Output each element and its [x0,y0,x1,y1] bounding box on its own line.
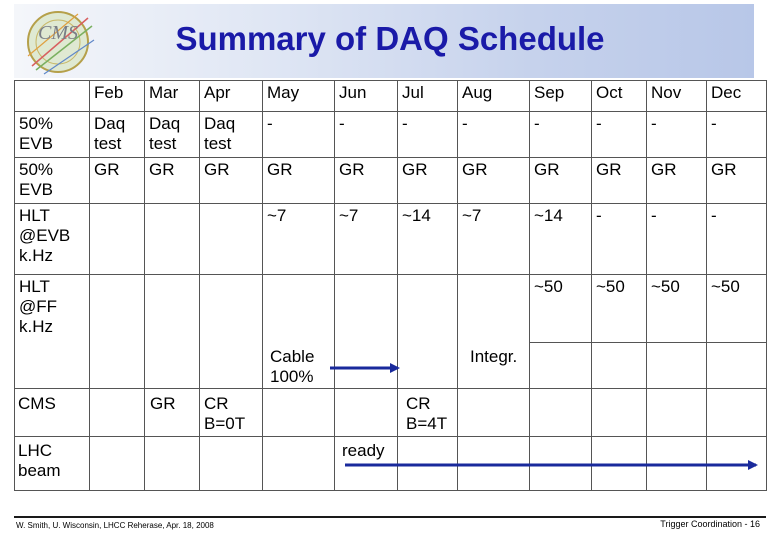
table-cell: Daq test [200,112,263,158]
month-header: Feb [90,81,145,112]
cms-gr-label: GR [150,394,176,413]
month-header: Apr [200,81,263,112]
page-title: Summary of DAQ Schedule [175,20,605,57]
table-cell: GR [90,158,145,204]
month-header: May [263,81,335,112]
table-cell: ~7 [458,204,530,275]
table-cell: - [458,112,530,158]
row-label: 50% EVB [15,112,90,158]
table-cell: ~7 [263,204,335,275]
table-cell: - [592,112,647,158]
svg-text:CMS: CMS [38,22,78,44]
row-label: HLT @FF k.Hz [15,275,90,343]
table-cell: GR [530,158,592,204]
table-cell: - [647,112,707,158]
footer-author: W. Smith, U. Wisconsin, LHCC Reherase, Apr. 18, 2008 [16,521,214,530]
month-header: Oct [592,81,647,112]
table-cell: GR [145,158,200,204]
table-cell: - [263,112,335,158]
table-cell: ~50 [530,275,592,343]
table-cell: - [707,204,767,275]
footer-page: Trigger Coordination - 16 [660,519,760,529]
cms-row-label: CMS [18,394,56,413]
month-header: Nov [647,81,707,112]
month-header: Sep [530,81,592,112]
table-cell: GR [458,158,530,204]
month-header: Dec [707,81,767,112]
cr-4t-label: CR B=4T [406,394,448,433]
table-cell: Daq test [90,112,145,158]
cr-0t-label: CR B=0T [204,394,246,433]
integration-label: Integr. [470,347,518,366]
table-cell: - [530,112,592,158]
table-cell: GR [263,158,335,204]
footer-divider [14,516,766,518]
table-cell: GR [707,158,767,204]
table-cell: - [592,204,647,275]
table-cell: ~7 [335,204,398,275]
month-header: Jun [335,81,398,112]
table-cell: ~14 [530,204,592,275]
lhc-row-label: LHC beam [18,441,61,480]
month-header: Jul [398,81,458,112]
table-cell: ~50 [707,275,767,343]
table-cell: GR [200,158,263,204]
table-cell: - [335,112,398,158]
table-cell: GR [398,158,458,204]
table-cell: Daq test [145,112,200,158]
table-cell: GR [592,158,647,204]
ready-label: ready [342,441,385,460]
table-cell: GR [335,158,398,204]
table-cell: GR [647,158,707,204]
table-cell: ~50 [592,275,647,343]
table-cell: - [707,112,767,158]
table-cell: ~14 [398,204,458,275]
row-label: 50% EVB [15,158,90,204]
row-label: HLT @EVB k.Hz [15,204,90,275]
month-header: Mar [145,81,200,112]
table-cell: ~50 [647,275,707,343]
table-cell: - [398,112,458,158]
table-cell: - [647,204,707,275]
month-header: Aug [458,81,530,112]
cable-label: Cable 100% [270,347,315,386]
